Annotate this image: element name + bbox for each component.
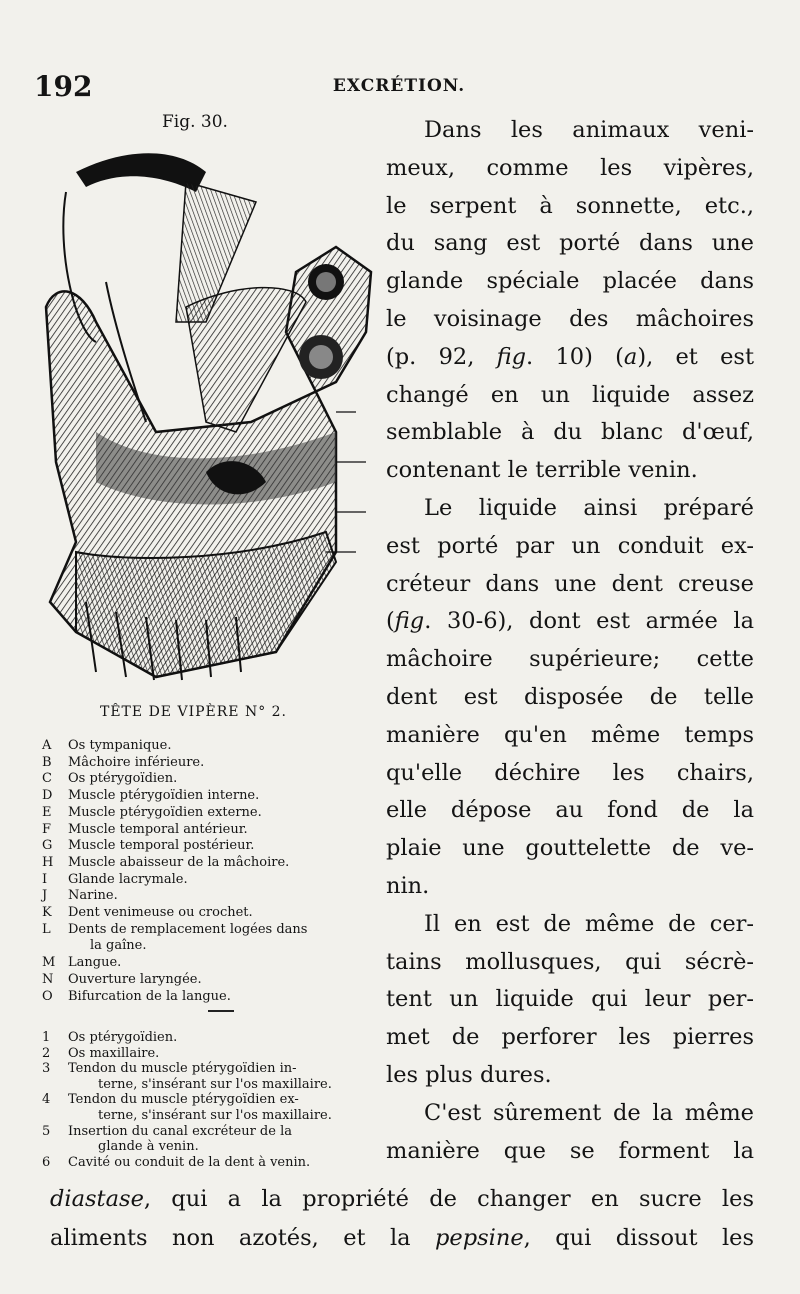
legend-item: 4 Tendon du muscle ptérygoïdien ex- [42,1092,299,1108]
legend-item: B Mâchoire inférieure. [42,754,205,770]
legend-item: M Langue. [42,955,122,971]
legend-item-continuation: glande à venin. [98,1139,199,1155]
text-line: dent est disposée de telle [386,683,754,710]
text-line: aliments non azotés, et la pepsine, qui dissout les [50,1225,754,1251]
running-head: EXCRÉTION. [332,76,466,96]
body-text-column [386,112,754,1170]
text-line: tains mollusques, qui sécrè- [386,948,754,975]
text-line: du sang est porté dans une [386,230,754,257]
text-line-with-reference: (fig. 30-6), dont est armée la [386,608,754,635]
page-header [34,70,764,106]
legend-item: D Muscle ptérygoïdien interne. [42,788,260,804]
text-line: C'est sûrement de la même [424,1099,754,1126]
legend-item: K Dent venimeuse ou crochet. [42,905,253,921]
legend-item: J Narine. [42,888,118,904]
page-number: 192 [34,70,93,103]
text-line-with-reference: (p. 92, fig. 10) (a), et est [386,343,755,370]
legend-item-continuation: terne, s'insérant sur l'os maxillaire. [98,1076,332,1092]
text-line: est porté par un conduit ex- [386,532,754,559]
legend-item: L Dents de remplacement logées dans [42,921,308,937]
legend-item: 6 Cavité ou conduit de la dent à venin. [42,1154,311,1170]
text-line: changé en un liquide assez [386,381,754,408]
legend-letters [42,738,382,1005]
legend-item: E Muscle ptérygoïdien externe. [42,804,262,820]
viper-head-engraving-icon [36,132,386,692]
text-line: elle dépose au fond de la [386,797,754,824]
text-line: glande spéciale placée dans [386,268,754,295]
text-line: mâchoire supérieure; cette [386,646,754,673]
legend-item: 2 Os maxillaire. [42,1045,160,1061]
legend-item-continuation: terne, s'insérant sur l'os maxillaire. [98,1107,332,1123]
legend-item: I Glande lacrymale. [42,871,188,887]
legend-item: A Os tympanique. [42,738,172,753]
text-line: plaie une gouttelette de ve- [386,835,754,862]
text-line: Le liquide ainsi préparé [424,494,754,521]
full-width-text [50,1180,754,1258]
text-line: Il en est de même de cer- [424,910,754,937]
legend-item: 3 Tendon du muscle ptérygoïdien in- [42,1061,297,1077]
legend-item: G Muscle temporal postérieur. [42,838,255,854]
legend-item: H Muscle abaisseur de la mâchoire. [42,854,290,870]
legend-item-continuation: la gaîne. [90,938,147,954]
legend-item: C Os ptérygoïdien. [42,771,178,787]
legend-item: 1 Os ptérygoïdien. [42,1030,178,1045]
text-line: met de perforer les pierres [386,1024,754,1051]
text-line: Dans les animaux veni- [424,117,754,143]
text-line: le voisinage des mâchoires [386,305,754,332]
legend-divider [208,1010,234,1012]
legend-item: F Muscle temporal antérieur. [42,821,248,837]
text-line: meux, comme les vipères, [386,154,754,181]
text-line: semblable à du blanc d'œuf, [386,419,754,446]
text-line: contenant le terrible venin. [386,457,698,484]
legend-item: N Ouverture laryngée. [42,971,202,987]
legend-numbers [42,1030,388,1170]
text-line: les plus dures. [386,1061,552,1088]
text-line: créteur dans une dent creuse [386,570,754,597]
legend-item: O Bifurcation de la langue. [42,988,231,1004]
figure-illustration [36,132,386,692]
text-line: manière que se forment la [386,1137,754,1164]
text-line: nin. [386,872,430,899]
text-line: tent un liquide qui leur per- [386,986,754,1013]
figure-label: Fig. 30. [162,112,228,132]
text-line: le serpent à sonnette, etc., [386,192,754,219]
text-line: diastase, qui a la propriété de changer en sucre les [50,1186,754,1212]
text-line: qu'elle déchire les chairs, [386,759,754,786]
text-line: manière qu'en même temps [386,721,754,748]
figure-caption: TÊTE DE VIPÈRE N° 2. [100,704,288,720]
legend-item: 5 Insertion du canal excréteur de la [42,1123,292,1139]
